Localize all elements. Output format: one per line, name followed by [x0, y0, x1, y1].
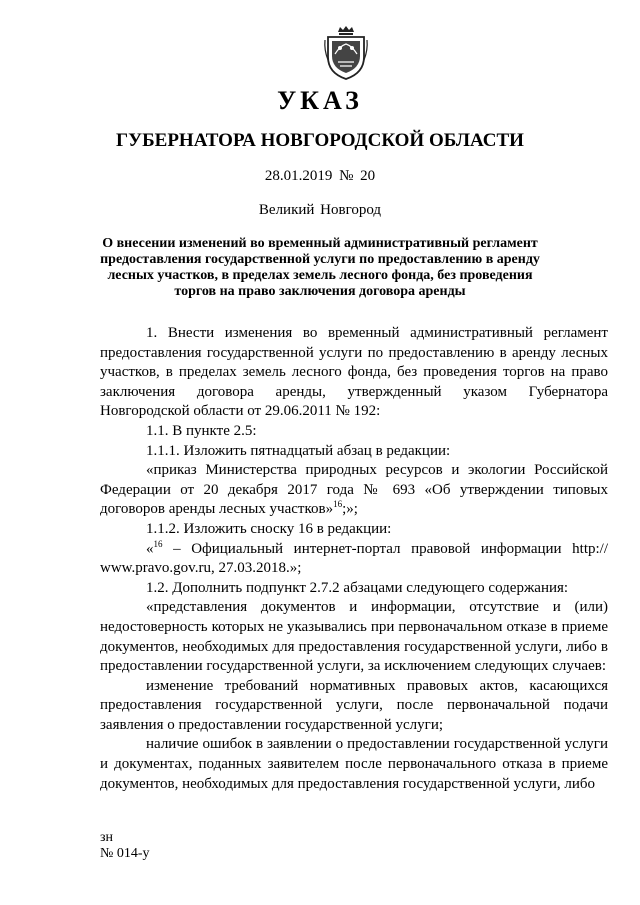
- document-body: [100, 324, 608, 794]
- paragraph-case-2: наличие ошибок в заявлении о предоставлении государственной услуги и документах, поданных заявителем после первоначального отказа в приеме документов, необходимых для предоставления государственной услуги, либо: [100, 736, 608, 792]
- issuer-title: ГУБЕРНАТОРА НОВГОРОДСКОЙ ОБЛАСТИ: [116, 130, 524, 151]
- paragraph-1-1-1: 1.1.1. Изложить пятнадцатый абзац в редакции:: [146, 442, 451, 459]
- footnote-mark: 16: [153, 538, 163, 549]
- footnote-mark: 16: [333, 499, 343, 510]
- quote-end: ;»;: [342, 501, 358, 518]
- heading-line: лесных участков, в пределах земель лесного фонда, без проведения: [107, 268, 533, 283]
- date-number: 28.01.2019 № 20: [264, 168, 376, 184]
- heading-line: О внесении изменений во временный административный регламент: [102, 236, 538, 251]
- paragraph-case-1: изменение требований нормативных правовых актов, касающихся предоставления государственной услуги, после первоначальной подачи заявления о предоставлении государственной услуги;: [100, 677, 608, 733]
- executor-initials: зн: [100, 830, 114, 845]
- coat-of-arms-emblem: [323, 24, 369, 82]
- footnote-open: «: [146, 540, 154, 557]
- heading-line: предоставления государственной услуги по предоставлению в аренду: [100, 252, 540, 267]
- paragraph-1-2: 1.2. Дополнить подпункт 2.7.2 абзацами следующего содержания:: [146, 579, 569, 596]
- paragraph-quote-order: [100, 461, 608, 520]
- footer-code: [100, 830, 150, 862]
- document-code: № 014-у: [100, 846, 150, 861]
- footnote-text: – Официальный интернет-портал правовой информации http:// www.pravo.gov.ru, 27.03.2018.»;: [100, 540, 608, 577]
- paragraph-footnote: [100, 540, 608, 579]
- document-type-title: УКАЗ: [277, 86, 363, 115]
- paragraph-1: 1. Внести изменения во временный административный регламент предоставления государственной услуги по предоставлению в аренду лесных участков, в пределах земель лесного фонда, без проведения торгов на право заключения договора аренды, утвержденный указом Губернатора Новгородской области от 29.06.2011 № 192:: [100, 325, 608, 420]
- document-heading: [0, 236, 640, 300]
- paragraph-1-1-2: 1.1.2. Изложить сноску 16 в редакции:: [146, 520, 392, 537]
- quote-text: «приказ Министерства природных ресурсов и экологии Российской Федерации от 20 декабря 2017 года № 693 «Об утверждении типовых договоров аренды лесных участков»: [100, 462, 608, 518]
- paragraph-addition: «представления документов и информации, отсутствие и (или) недостоверность которых не указывались при первоначальном отказе в приеме документов, необходимых для предоставления государственной услуги, либо в предоставлении государственной услуги, за исключением следующих случаев:: [100, 599, 608, 675]
- heading-line: торгов на право заключения договора аренды: [174, 284, 466, 299]
- city-name: Великий Новгород: [258, 202, 382, 218]
- paragraph-1-1: 1.1. В пункте 2.5:: [146, 422, 257, 439]
